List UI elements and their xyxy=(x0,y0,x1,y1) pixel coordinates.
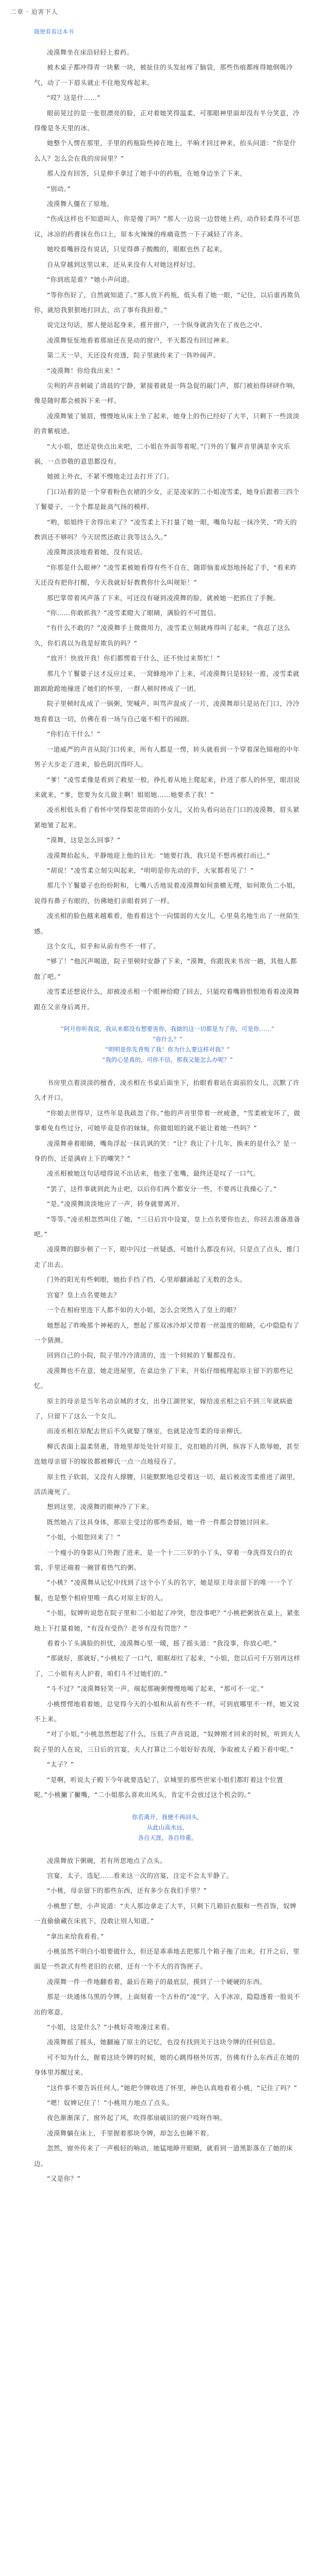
paragraph: “嗯！奴婢记住了！”小桃用力地点了点头。 xyxy=(47,2099,174,2107)
paragraph: “等等。”凌丞相忽然叫住了她，“三日后宫中设宴，皇上点名要你也去，你回去准备准备吧。” xyxy=(34,1215,300,1239)
source-link[interactable]: 随便看看这本书 xyxy=(34,28,74,35)
paragraph: “爹！”凌雪柔像是看到了救星一般，挣扎着从地上爬起来，扑进了那人的怀里，眼泪说来就来，“爹，您要为女儿做主啊！姐姐她……她要杀了我！” xyxy=(34,775,300,799)
paragraph: 原主性子软弱，又没有人撑腰，只能默默地忍受着这一切，最后被凌雪柔推进了湖里，活活淹死了。 xyxy=(34,1472,300,1496)
paragraph: 她咬着嘴唇没有说话，只觉得鼻子酸酸的，眼眶也热了起来。 xyxy=(47,245,227,253)
paragraph: “胡说！”凌雪柔立刻尖叫起来，“明明是你先动的手，大家都看见了！” xyxy=(47,866,254,874)
paragraph: 小桃想了想，小声说道：“夫人那边拿走了大半，只剩下几箱旧衣服和一些首饰，奴婢一直偷偷藏在床底下，没敢让别人知道。” xyxy=(34,1902,297,1925)
paragraph: “哎？这是什……” xyxy=(47,94,101,102)
paragraph: 那巴掌带着风声落了下来，可还没有碰到凌漠舞的脸，就被她一把抓住了手腕。 xyxy=(47,594,280,602)
paragraph: 小桃愣愣地看着她，总觉得今天的小姐和从前有些不一样，可到底哪里不一样，她又说不上来。 xyxy=(34,1700,300,1723)
paragraph: 尖利的声音刺破了清晨的宁静，紧接着就是一阵急促的敲门声，那门被拍得砰砰作响，像是随时都会被拆下来一样。 xyxy=(34,381,300,405)
quote-line: 你若离开，我便不再回头， xyxy=(132,1813,203,1821)
paragraph: “凌漠舞！你给我出来！” xyxy=(47,366,121,375)
paragraph: 院子里顿时乱成了一锅粥，哭喊声、叫骂声混成了一片，凌漠舞却只是站在门口，冷冷地看着这一切，仿佛在看一场与自己毫不相干的闹剧。 xyxy=(34,700,300,723)
paragraph: 想到这里，凌漠舞的眼神冷了下来。 xyxy=(47,1503,154,1511)
article-body-part-1 xyxy=(34,45,301,1014)
paragraph: 被木桌子都冲得青一块紫一块，被扯住的头发扯疼了脑袋，那些伤痕都疼得她倒吸冷气，动了一下眉头就止不住地发疼起来。 xyxy=(34,63,293,87)
paragraph: 凌漠舞的脚步顿了一下，眼中闪过一丝疑惑，可她什么都没有问，只是点了点头，推门走了出去。 xyxy=(34,1245,300,1268)
paragraph: 她披上外衣，不紧不慢地走过去打开了门。 xyxy=(47,472,174,481)
paragraph: 第二天一早，天还没有亮透，院子里就传来了一阵吵闹声。 xyxy=(47,351,220,360)
quote-line: “阿月你听我说，我从来都没有想要害你，我做的这一切都是为了你，可是你……” xyxy=(60,1025,275,1032)
paragraph: “你娘去世得早，这些年是我疏忽了你。”他的声音里带着一丝疲惫，“雪柔被宠坏了，做事难免有些过分，可她毕竟是你的妹妹，你做姐姐的就不能让着她一些吗？” xyxy=(34,1109,300,1132)
paragraph: “大小姐，您还是快点出来吧，二小姐在外面等着呢。”门外的丫鬟声音里满是幸灾乐祸，一点恭敬的意思都没有。 xyxy=(34,442,290,465)
paragraph: 凌丞相低头看了看怀中哭得梨花带雨的小女儿，又抬头看向站在门口的凌漠舞，眉头紧紧地皱了起来。 xyxy=(34,806,300,829)
paragraph: “你到底是谁？”她小声问道。 xyxy=(47,276,134,284)
quote-block-1 xyxy=(34,1024,301,1065)
paragraph: “你们在干什么！” xyxy=(47,730,101,738)
paragraph: “你……你敢抓我？”凌雪柔瞪大了眼睛，满脸的不可置信。 xyxy=(47,609,221,617)
paragraph: 凌漠舞人僵在了原地。 xyxy=(47,200,114,208)
paragraph: “够了！”他沉声喝道，院子里顿时安静了下来，“漠舞，你跟我来书房一趟，其他人都散了吧。” xyxy=(34,957,297,980)
paragraph: “小姐，小姐您回来了！” xyxy=(47,1533,121,1541)
paragraph: 凌雪柔还想说什么，却被凌丞相一个眼神给瞪了回去，只能咬着嘴唇恨恨地看着凌漠舞跟在父亲身后离开。 xyxy=(34,988,300,1011)
paragraph: “又是你？” xyxy=(47,2175,81,2183)
paragraph: “你那是什么眼神？”凌雪柔被她看得有些不自在，随即恼羞成怒地扬起了手，“看来昨天还没有把你打醒，今天我就好好教教你什么叫规矩！” xyxy=(34,563,297,587)
paragraph: 那几个丫鬟婆子这才反应过来，一窝蜂地冲了上来，可凌漠舞只是轻轻一推，凌雪柔就踉踉跄跄地撞进了她们的怀里，一群人顿时摔成了一团。 xyxy=(34,669,300,693)
paragraph: “拿出来给我看看。” xyxy=(47,1932,104,1940)
paragraph: 她整个人愣在那里，手里的药瓶险些掉在地上，半晌才回过神来，抬头问道：“你是什么人？怎么会在我的房间里？” xyxy=(34,139,297,162)
paragraph: “是。”凌漠舞淡淡地应了一声，转身就要离开。 xyxy=(47,1200,184,1208)
paragraph: 凌漠舞躺在床上，手里握着那块令牌，却怎么也睡不着。 xyxy=(47,2129,213,2137)
quote-line: “我的心是真的，可你不信，那我又能怎么办呢？” xyxy=(102,1056,233,1063)
paragraph: 既然她占了这具身体，那原主受过的那些委屈，她一件一件都会替她讨回来。 xyxy=(47,1518,273,1526)
paragraph: 她想起了昨晚那个神秘的人，想起了那双冰冷却又带着一丝温度的眼睛，心中隐隐有了一个猜测。 xyxy=(34,1321,300,1344)
paragraph: “漠舞，这是怎么回事？” xyxy=(47,836,121,844)
paragraph: 门口站着的是一个穿着粉色衣裙的少女，正是凌家的二小姐凌雪柔，她身后跟着三四个丫鬟婆子，一个个都是趾高气扬的模样。 xyxy=(34,487,300,511)
paragraph: 一道威严的声音从院门口传来，所有人都是一愣，转头就看到一个穿着深色锦袍的中年男子大步走了进来，脸色阴沉得吓人。 xyxy=(34,745,300,769)
paragraph: 凌漠舞皱了皱眉，慢慢地从床上坐了起来，她身上的伤已经好了大半，只剩下一些淡淡的青紫痕迹。 xyxy=(34,412,300,435)
paragraph: “小姐，这是什么？”小桃好奇地凑过来看。 xyxy=(47,2023,174,2031)
paragraph: 宫宴、太子、选妃……看来这一次的宫宴，注定不会太平静了。 xyxy=(47,1871,233,1879)
paragraph: 而凌丞相在原配去世后不久就娶了继室，也就是凌雪柔的母亲柳氏。 xyxy=(47,1427,247,1435)
paragraph: 看着小丫头满脸的担忧，凌漠舞心里一暖，摇了摇头道：“我没事，你放心吧。” xyxy=(47,1639,277,1648)
quote-line: “你什么？” xyxy=(153,1036,182,1043)
paragraph: 凌丞相被她这句话噎得说不出话来，他张了张嘴，最终还是叹了一口气。 xyxy=(47,1170,260,1178)
article-body-part-3 xyxy=(34,1853,301,2187)
paragraph: “别动。” xyxy=(47,184,71,193)
paragraph: 凌漠舞放下粥碗，若有所思地点了点头。 xyxy=(47,1856,167,1865)
paragraph: “是啊，听说太子殿下今年就要选妃了，京城里的那些世家小姐们都盯着这个位置呢。”小桃撇了撇嘴，“二小姐那么喜欢出风头，肯定不会放过这个机会的。” xyxy=(34,1775,283,1799)
paragraph: 宫宴？皇上点名要她去？ xyxy=(47,1291,120,1299)
paragraph: 凌漠舞淡淡地看着她，没有说话。 xyxy=(47,548,147,556)
paragraph: 回到自己的小院，院子里冷冷清清的，连一个伺候的丫鬟都没有。 xyxy=(47,1351,240,1360)
paragraph: 柳氏表面上温柔贤惠，背地里却处处针对原主，克扣她的月例，纵容下人欺辱她，甚至连她母亲留下的嫁妆都被柳氏一点一点地侵吞了。 xyxy=(34,1442,300,1466)
paragraph: “罢了，这件事就到此为止吧，以后你们两个都安分一些，不要再让我操心了。” xyxy=(47,1184,277,1193)
paragraph: 凌漠舞抬起头，平静地迎上他的目光：“她要打我，我只是不想再被打而已。” xyxy=(47,851,271,859)
paragraph: “斗不过？”凌漠舞轻笑一声，端起那碗粥慢慢地喝了起来，“那可不一定。” xyxy=(47,1685,264,1693)
paragraph: “哟，姐姐终于舍得出来了？”凌雪柔上下打量了她一眼，嘴角勾起一抹冷笑，“昨天的教训还不够吗？今天居然还敢让我等这么久。” xyxy=(34,518,297,541)
paragraph: “等你伤好了，自然就知道了。”那人放下药瓶，低头看了她一眼，“记住，以后谁再欺负你，就给我狠狠地打回去，出了事有我担着。” xyxy=(34,291,300,314)
paragraph: 说完这句话，那人便站起身来，推开窗户，一个纵身就消失在了夜色之中。 xyxy=(47,321,266,329)
paragraph: “这件事不要告诉任何人。”她把令牌收进了怀里，神色认真地看着小桃，“记住了吗？” xyxy=(47,2083,297,2092)
quote-block-2 xyxy=(34,1812,301,1843)
article-body-part-2 xyxy=(34,1075,301,1803)
paragraph: “有什么不敢的？”凌漠舞手上微微用力，凌雪柔立刻就疼得叫了起来，“我忍了这么久，你们真以为我是好欺负的吗？” xyxy=(34,624,291,647)
paragraph: 门外的阳光有些刺眼，她抬手挡了挡，心里却翻涌起了无数的念头。 xyxy=(47,1276,247,1284)
quote-line: 各自天涯，各自珍重。 xyxy=(138,1834,197,1841)
paragraph: 凌漠舞摇了摇头，她翻遍了原主的记忆，也没有找到关于这块令牌的任何信息。 xyxy=(47,2038,280,2046)
paragraph: 凌漠舞坐在床沿轻轻上着药。 xyxy=(47,48,133,56)
paragraph: 一个瘦小的身影从门外跑了进来，是一个十二三岁的小丫头，穿着一身洗得发白的衣裳，手里还端着一碗冒着热气的粥。 xyxy=(34,1548,293,1571)
paragraph: “伤成这样也不知道叫人，你是傻了吗？”那人一边说一边替她上药，动作轻柔得不可思议，冰凉的药膏抹在伤口上，原本火辣辣的疼痛竟然一下子减轻了许多。 xyxy=(34,215,300,238)
paragraph: 这个女儿，似乎和从前有些不一样了。 xyxy=(47,942,160,950)
paragraph: 眼前晃过的是一张很漂亮的脸，正对着她笑得温柔，可那眼神里面却没有半分笑意，冷得像是冬天里的冰。 xyxy=(34,109,300,132)
paragraph: “那就好，那就好。”小桃松了一口气，眼眶却红了起来，“小姐，您以后可千万别再这样了，二小姐有夫人护着，咱们斗不过她们的。” xyxy=(34,1654,300,1677)
paragraph: “放开！快放开我！你们都愣着干什么，还不快过来帮忙！” xyxy=(47,654,221,663)
paragraph: 凌漠舞垂着眼睛，嘴角浮起一抹讥讽的笑：“让？我让了十几年，换来的是什么？是一身的伤，还是满府上下的嘲笑？” xyxy=(34,1139,297,1163)
paragraph: 那几个丫鬟婆子也纷纷附和，七嘴八舌地说着凌漠舞如何蛮横无理，如何欺负二小姐，说得有鼻子有眼的，仿佛她们亲眼看到了一样。 xyxy=(34,882,300,905)
paragraph: “小桃？”凌漠舞从记忆中找到了这个小丫头的名字，她是原主母亲留下的唯一一个丫鬟，也是整个相府里唯一真心对原主好的人。 xyxy=(34,1579,294,1602)
paragraph: 自从穿越到这里以来，还从来没有人对她这样好过。 xyxy=(47,260,200,268)
paragraph: 忽然，窗外传来了一声极轻的响动，她猛地睁开眼睛，就看到一道黑影落在了她的床边。 xyxy=(34,2144,293,2167)
paragraph: 夜色渐渐深了，窗外起了风，吹得那扇破旧的窗户吱呀作响。 xyxy=(47,2114,227,2122)
paragraph: 可不知为什么，握着这块令牌的时候，她的心跳得格外厉害，仿佛有什么东西正在她的身体里苏醒过来。 xyxy=(34,2053,300,2077)
paragraph: 那是一块通体乌黑的令牌，上面刻着一个古朴的“凌”字，入手冰凉，隐隐透着一股说不出的寒意。 xyxy=(34,1993,300,2016)
quote-line: “明明是你先背叛了我！你为什么要这样对我？” xyxy=(105,1046,230,1053)
paragraph: 那人没有回答，只是伸手拿过了她手中的药瓶，在她身边坐了下来。 xyxy=(47,170,247,178)
paragraph: 原主的母亲是当年名动京城的才女，出身江湖世家，嫁给凌丞相之后不到三年就病逝了，只留下了这么一个女儿。 xyxy=(34,1397,293,1420)
paragraph: 书房里点着淡淡的檀香，凌丞相在书桌后面坐下，抬眼看着站在面前的女儿，沉默了许久才开口。 xyxy=(34,1079,300,1102)
chapter-title: 二章 · 迫害下人 xyxy=(10,8,58,15)
paragraph: “对了小姐，”小桃忽然想起了什么，压低了声音说道，“奴婢刚才回来的时候，听到夫人院子里的人在说，三日后的宫宴，夫人打算让二小姐好好表现，争取被太子殿下看中呢。” xyxy=(34,1730,300,1753)
paragraph: “小姐，奴婢听说您在院子里和二小姐起了冲突，您没事吧？”小桃把粥放在桌上，紧张地上下打量着她，“有没有受伤？老爷有没有罚您？” xyxy=(34,1609,300,1632)
paragraph: 小桃虽然不明白小姐要做什么，但还是乖乖地去把那几个箱子拖了出来，打开之后，里面是一些款式有些老旧的衣裙，还有一个不大的首饰匣子。 xyxy=(34,1947,300,1971)
paragraph: 一个在相府里连下人都不如的大小姐，怎么会突然入了皇上的眼？ xyxy=(47,1306,240,1314)
quote-line: 从此山高水远， xyxy=(146,1823,189,1831)
paragraph: “太子？” xyxy=(47,1760,74,1769)
paragraph: 凌丞相的脸色越来越难看，他看着这个一向懦弱的大女儿，心里莫名地生出了一丝陌生感。 xyxy=(34,912,300,935)
paragraph: “小桃，母亲留下的那些东西，还有多少在我们手里？” xyxy=(47,1887,207,1895)
paragraph: 凌漠舞一件一件地翻看着，最后在箱子的最底层，摸到了一个硬硬的东西。 xyxy=(47,1977,266,1986)
paragraph: 凌漠舞怔怔地看着那扇还在晃动的窗户，半天都没有回过神来。 xyxy=(47,336,233,344)
paragraph: 凌漠舞也不在意，她走进屋里，在桌边坐了下来，开始仔细梳理起原主留下的那些记忆。 xyxy=(34,1366,293,1390)
